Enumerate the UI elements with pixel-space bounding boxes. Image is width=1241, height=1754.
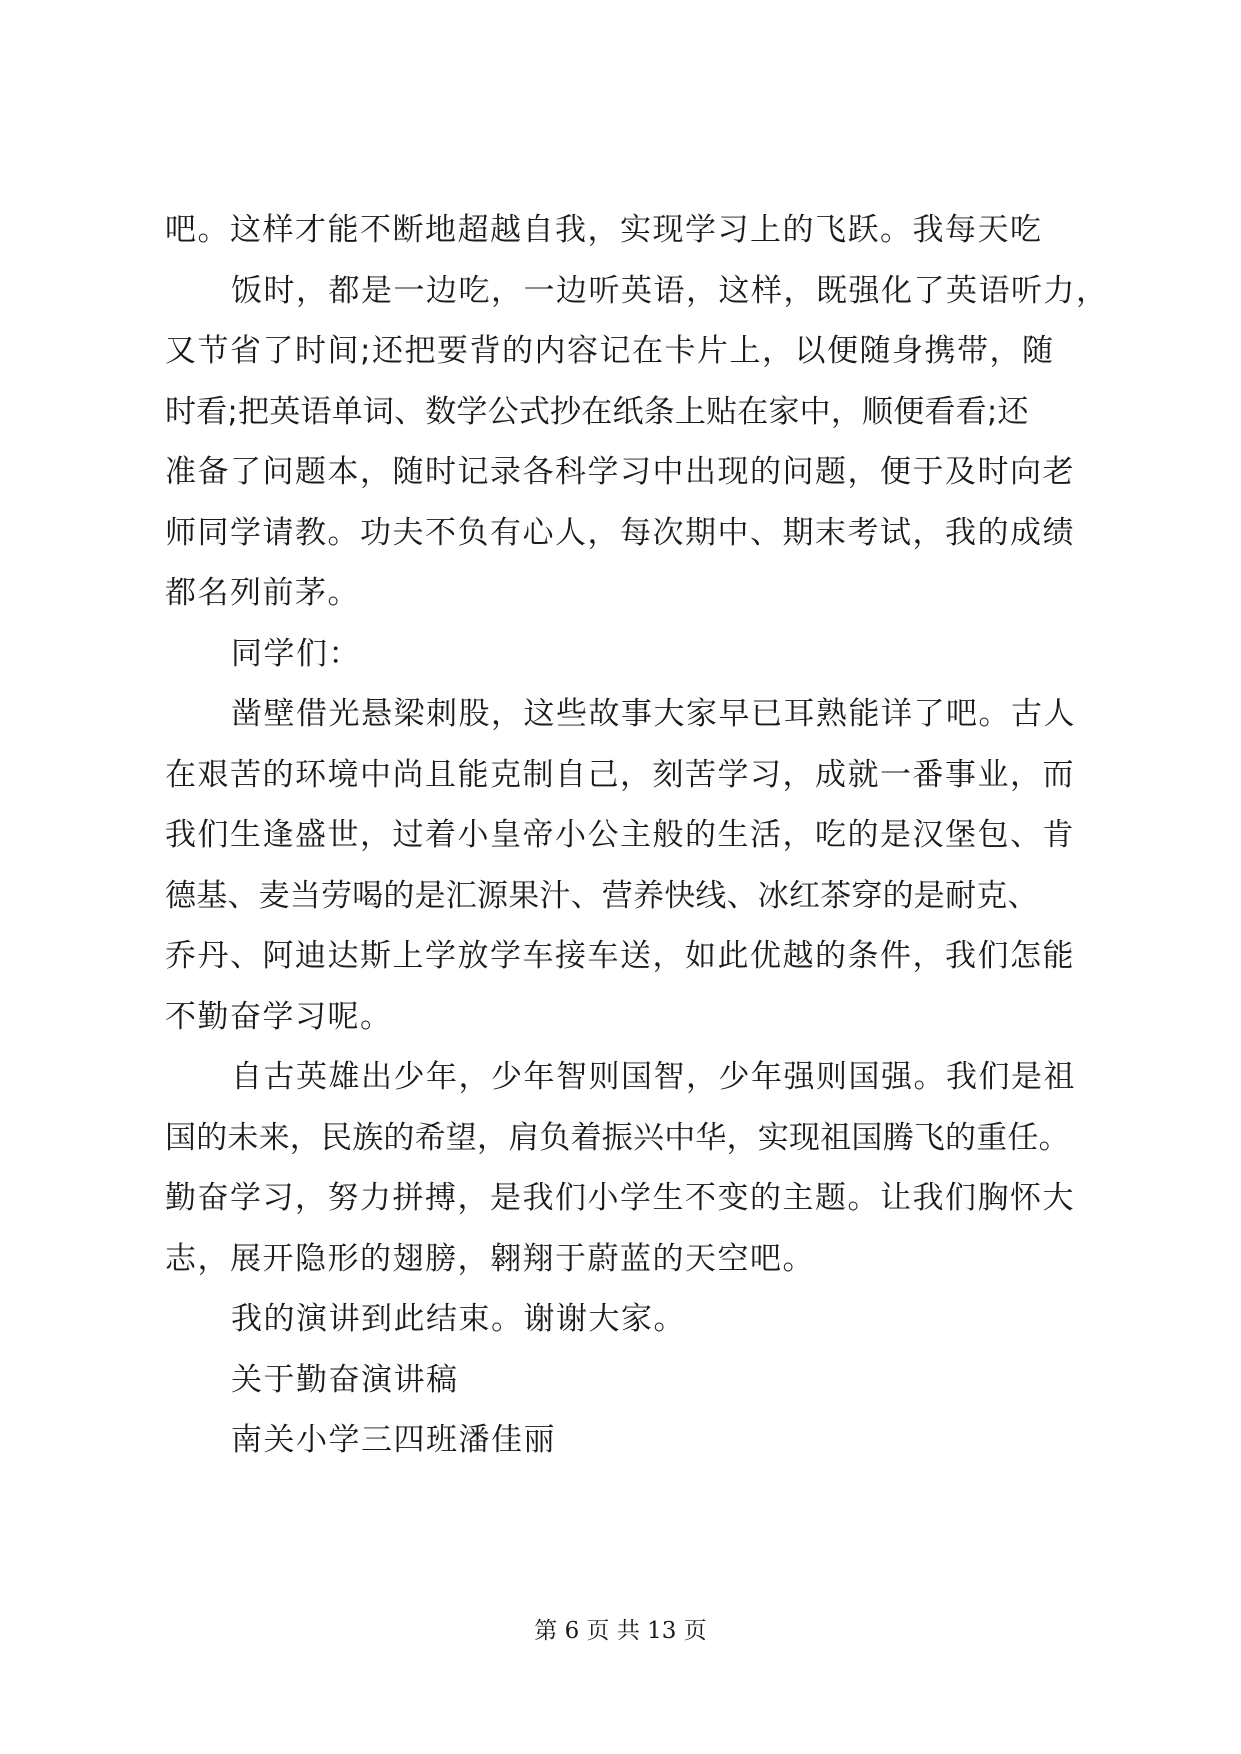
text-line-7: 都名列前茅。 xyxy=(165,575,360,611)
text-line-9: 凿壁借光悬梁刺股，这些故事大家早已耳熟能详了吧。古人 xyxy=(231,696,1076,732)
text-line-16: 国的未来，民族的希望，肩负着振兴中华，实现祖国腾飞的重任。 xyxy=(165,1119,1070,1156)
text-line-11: 我们生逢盛世，过着小皇帝小公主般的生活，吃的是汉堡包、肯 xyxy=(165,817,1075,853)
author-line: 南关小学三四班潘佳丽 xyxy=(231,1422,556,1458)
text-line-12: 德基、麦当劳喝的是汇源果汁、营养快线、冰红茶穿的是耐克、 xyxy=(165,877,1039,914)
text-line-15: 自古英雄出少年，少年智则国智，少年强则国强。我们是祖 xyxy=(231,1059,1076,1095)
page-number-footer: 第 6 页 共 13 页 xyxy=(534,1618,707,1644)
text-line-13: 乔丹、阿迪达斯上学放学车接车送，如此优越的条件，我们怎能 xyxy=(165,938,1075,974)
text-line-4: 时看;把英语单词、数学公式抄在纸条上贴在家中，顺便看看;还 xyxy=(165,393,1029,430)
speech-title: 关于勤奋演讲稿 xyxy=(231,1361,459,1398)
salutation: 同学们： xyxy=(231,635,361,672)
document-body xyxy=(165,200,1109,1471)
text-line-18: 志，展开隐形的翅膀，翱翔于蔚蓝的天空吧。 xyxy=(165,1240,815,1277)
text-line-2: 饭时，都是一边吃，一边听英语，这样，既强化了英语听力， xyxy=(231,272,1109,309)
text-line-5: 准备了问题本，随时记录各科学习中出现的问题，便于及时向老 xyxy=(165,454,1075,490)
text-line-3: 又节省了时间;还把要背的内容记在卡片上，以便随身携带，随 xyxy=(165,333,1055,369)
text-line-17: 勤奋学习，努力拼搏，是我们小学生不变的主题。让我们胸怀大 xyxy=(165,1180,1075,1216)
text-line-10: 在艰苦的环境中尚且能克制自己，刻苦学习，成就一番事业，而 xyxy=(165,756,1075,793)
text-line-6: 师同学请教。功夫不负有心人，每次期中、期末考试，我的成绩 xyxy=(165,514,1075,551)
text-line-14: 不勤奋学习呢。 xyxy=(165,998,393,1035)
text-line-1: 吧。这样才能不断地超越自我，实现学习上的飞跃。我每天吃 xyxy=(165,212,1043,248)
closing-line: 我的演讲到此结束。谢谢大家。 xyxy=(231,1301,686,1337)
